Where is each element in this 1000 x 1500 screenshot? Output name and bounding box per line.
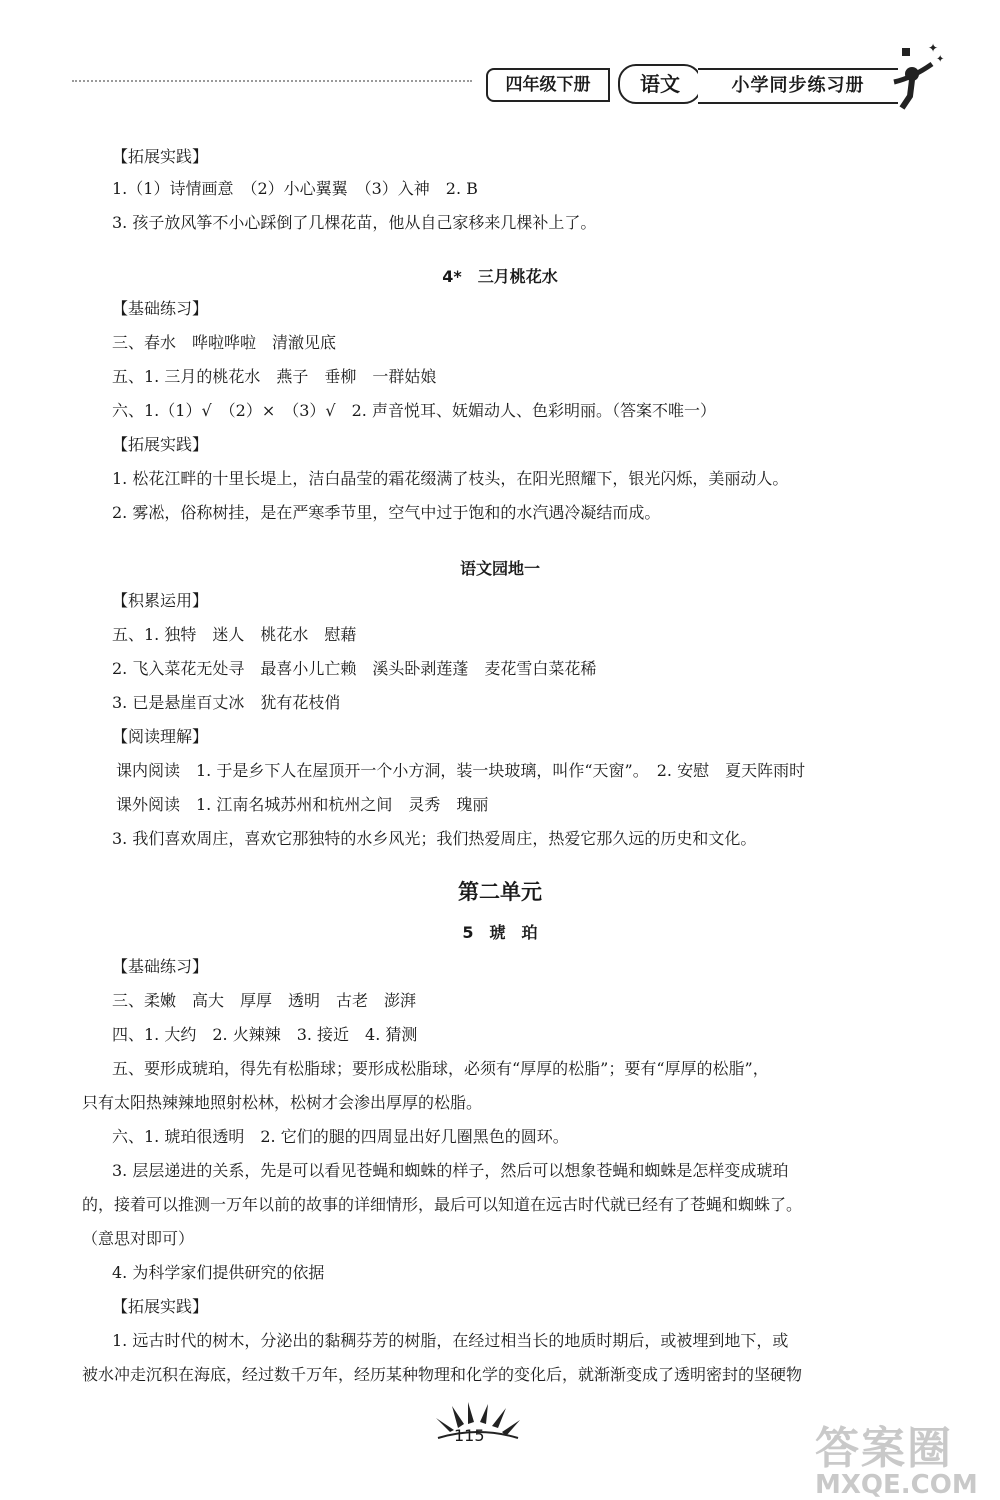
text-line: 课内阅读 1. 于是乡下人在屋顶开一个小方洞，装一块玻璃，叫作“天窗”。 2. 安慰 夏天阵雨时 — [116, 761, 806, 780]
text-line: 2. 飞入菜花无处寻 最喜小儿亡赖 溪头卧剥莲蓬 麦花雪白菜花稀 — [112, 659, 597, 678]
text-line: 3. 孩子放风筝不小心踩倒了几棵花苗，他从自己家移来几棵补上了。 — [112, 213, 597, 232]
text-line: 【拓展实践】 — [112, 435, 209, 454]
text-line: 只有太阳热辣辣地照射松林，松树才会渗出厚厚的松脂。 — [82, 1093, 483, 1112]
subject-label: 语文 — [618, 64, 702, 104]
page-header — [478, 41, 948, 102]
text-line: 三、春水 哗啦哗啦 清澈见底 — [112, 333, 337, 352]
text-line: 1.（1）诗情画意 （2）小心翼翼 （3）入神 2. B — [112, 179, 478, 198]
section-title: 语文园地一 — [459, 559, 540, 578]
text-line: 【基础练习】 — [112, 299, 209, 318]
text-line: 被水冲走沉积在海底，经过数千万年，经历某种物理和化学的变化后，就渐渐变成了透明密封的坚硬物 — [82, 1365, 803, 1384]
text-line: 4. 为科学家们提供研究的依据 — [112, 1263, 325, 1282]
text-line: 3. 我们喜欢周庄，喜欢它那独特的水乡风光；我们热爱周庄，热爱它那久远的历史和文化。 — [112, 829, 757, 848]
mascot-logo-icon — [888, 34, 948, 114]
book-title: 小学同步练习册 — [698, 68, 898, 104]
header-dotted-rule — [72, 80, 472, 82]
watermark — [815, 1412, 978, 1500]
text-line: 的，接着可以推测一万年以前的故事的详细情形，最后可以知道在远古时代就已经有了苍蝇和蜘蛛了。 — [82, 1195, 803, 1214]
page-number: 115 — [454, 1426, 485, 1445]
lesson-title: 5 琥 珀 — [462, 923, 538, 942]
unit-title: 第二单元 — [458, 880, 542, 904]
text-line: 【拓展实践】 — [112, 147, 209, 166]
text-line: 3. 已是悬崖百丈冰 犹有花枝俏 — [112, 693, 341, 712]
page-number-badge — [428, 1400, 528, 1450]
grade-label: 四年级下册 — [486, 68, 610, 102]
text-line: 四、1. 大约 2. 火辣辣 3. 接近 4. 猜测 — [112, 1025, 418, 1044]
text-line: 2. 雾凇，俗称树挂，是在严寒季节里，空气中过于饱和的水汽遇冷凝结而成。 — [112, 503, 661, 522]
watermark-text: 答案圈 — [815, 1423, 953, 1474]
text-line: 课外阅读 1. 江南名城苏州和杭州之间 灵秀 瑰丽 — [116, 795, 489, 814]
text-line: 【积累运用】 — [112, 591, 209, 610]
text-line: 【拓展实践】 — [112, 1297, 209, 1316]
text-line: 3. 层层递进的关系，先是可以看见苍蝇和蜘蛛的样子，然后可以想象苍蝇和蜘蛛是怎样变成琥珀 — [112, 1161, 789, 1180]
text-line: 五、1. 独特 迷人 桃花水 慰藉 — [112, 625, 357, 644]
text-line: 五、要形成琥珀，得先有松脂球；要形成松脂球，必须有“厚厚的松脂”；要有“厚厚的松脂”， — [112, 1059, 769, 1078]
text-line: 六、1.（1）√ （2）× （3）√ 2. 声音悦耳、妩媚动人、色彩明丽。（答案不唯一） — [112, 401, 716, 420]
watermark-url: MXQE.COM — [815, 1470, 978, 1500]
text-line: （意思对即可） — [82, 1229, 195, 1248]
svg-text:✦: ✦ — [928, 41, 939, 55]
text-line: 1. 松花江畔的十里长堤上，洁白晶莹的霜花缀满了枝头，在阳光照耀下，银光闪烁，美丽动人。 — [112, 469, 789, 488]
text-line: 1. 远古时代的树木，分泌出的黏稠芬芳的树脂，在经过相当长的地质时期后，或被埋到地下，或 — [112, 1331, 789, 1350]
text-line: 【阅读理解】 — [112, 727, 209, 746]
text-line: 三、柔嫩 高大 厚厚 透明 古老 澎湃 — [112, 991, 417, 1010]
text-line: 六、1. 琥珀很透明 2. 它们的腿的四周显出好几圈黑色的圆环。 — [112, 1127, 569, 1146]
text-line: 五、1. 三月的桃花水 燕子 垂柳 一群姑娘 — [112, 367, 437, 386]
text-line: 【基础练习】 — [112, 957, 209, 976]
svg-text:✦: ✦ — [936, 54, 945, 65]
lesson-title: 4* 三月桃花水 — [442, 267, 558, 286]
